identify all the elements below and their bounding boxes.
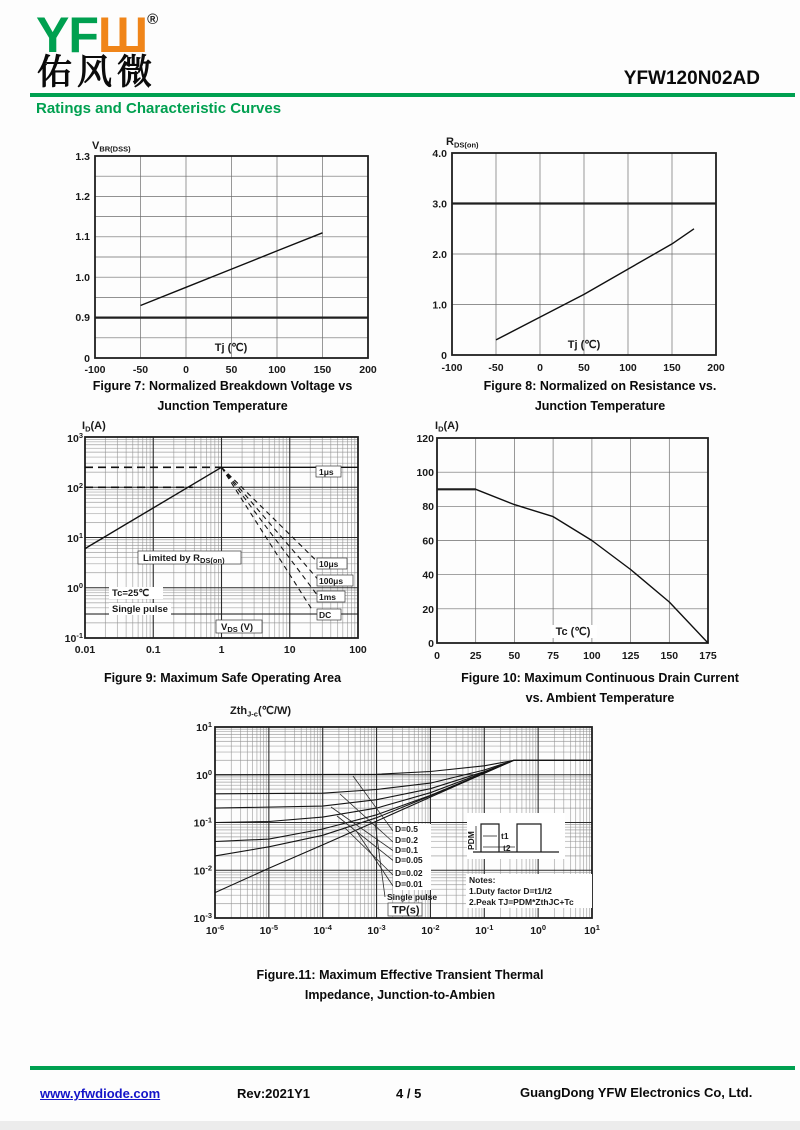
page-number: 4 / 5	[396, 1086, 422, 1101]
x-tick: 0	[434, 650, 440, 662]
x-tick: 50	[508, 650, 521, 662]
logo-yf-text: YF	[36, 7, 98, 63]
y-axis-label: $R_{DS(on)}$	[446, 136, 479, 150]
part-number: YFW120N02AD	[623, 68, 760, 89]
pulse-waveform-inset	[466, 813, 565, 859]
y-tick: $10^0$	[67, 581, 83, 595]
x-axis-label: TP(s)	[392, 904, 420, 917]
y-tick: 100	[416, 467, 434, 479]
y-axis-label: Zth$_{J-c}$(℃/W)	[230, 705, 292, 719]
y-tick: 80	[422, 501, 434, 513]
x-tick: $10^{-6}$	[205, 923, 225, 937]
x-axis-label: Tc (℃)	[555, 626, 591, 638]
y-tick: 0	[441, 350, 447, 362]
x-tick: $10^1$	[584, 923, 600, 937]
notes-line1: 1.Duty factor D=t1/t2	[469, 886, 552, 896]
x-tick: 200	[707, 362, 725, 374]
single-pulse-annotation: Single pulse	[112, 604, 168, 615]
y-tick: 1.1	[75, 231, 90, 243]
y-tick: 40	[422, 569, 434, 582]
curve-label-1ms: 1ms	[319, 592, 337, 602]
header-rule	[30, 93, 795, 97]
registered-trademark-icon: ®	[147, 11, 159, 28]
legend-d005: D=0.05	[395, 855, 423, 865]
x-tick: 150	[663, 362, 681, 374]
company-name: GuangDong YFW Electronics Co, Ltd.	[520, 1085, 753, 1100]
grid-lines	[95, 156, 368, 358]
y-tick: $10^1$	[67, 531, 83, 545]
figure8-caption: Figure 8: Normalized on Resistance vs. Junction Temperature	[483, 379, 717, 413]
x-tick: 125	[621, 650, 640, 662]
y-tick: 0	[84, 353, 90, 365]
legend-d002: D=0.02	[395, 868, 423, 878]
x-tick: 50	[578, 362, 590, 374]
y-tick: $10^1$	[196, 720, 212, 734]
revision-label: Rev:2021Y1	[237, 1086, 310, 1101]
x-tick: $10^{-2}$	[421, 923, 440, 937]
notes-line2: 2.Peak TJ=PDM*ZthJC+Tc	[469, 897, 574, 907]
tc-annotation: Tc=25℃	[112, 588, 150, 599]
website-link[interactable]: www.yfwdiode.com	[40, 1086, 161, 1101]
curve-label-1us: 1μs	[319, 467, 334, 477]
x-axis-label: Tj (℃)	[567, 339, 601, 351]
y-tick: 2.0	[432, 249, 447, 261]
y-axis-label: $I_D(A)$	[82, 420, 106, 434]
x-tick: 150	[660, 650, 679, 662]
page-title: Ratings and Characteristic Curves	[36, 100, 282, 117]
y-tick: $10^{-2}$	[193, 863, 212, 878]
x-tick: $10^{-5}$	[259, 923, 279, 937]
y-tick: 1.3	[75, 151, 90, 163]
notes-title: Notes:	[469, 875, 496, 885]
scan-edge	[0, 1121, 800, 1130]
figure7-caption: Figure 7: Normalized Breakdown Voltage vs Junction Temperature	[92, 379, 353, 413]
legend-single-pulse: Single pulse	[387, 892, 438, 902]
x-tick: 175	[699, 650, 717, 662]
x-tick: 150	[313, 364, 332, 376]
x-tick: 100	[583, 650, 601, 662]
x-axis-label: Tj (℃)	[214, 342, 248, 354]
inset-pdm-label: PDM	[466, 831, 476, 850]
inset-t1-label: t1	[501, 831, 509, 841]
x-tick: 1	[218, 644, 225, 656]
x-tick: $10^{-1}$	[475, 923, 494, 937]
y-tick: 0.9	[75, 312, 90, 324]
x-tick: 200	[359, 364, 377, 376]
x-tick: -50	[488, 362, 504, 374]
figure9-caption: Figure 9: Maximum Safe Operating Area	[103, 671, 342, 685]
inset-t2-label: t2	[503, 843, 511, 853]
y-tick: $10^3$	[67, 431, 83, 445]
y-tick: $10^0$	[196, 768, 212, 782]
y-tick: 20	[422, 603, 434, 616]
legend-d01: D=0.1	[395, 845, 418, 855]
x-tick: 50	[225, 364, 238, 376]
y-tick: $10^{-1}$	[193, 815, 212, 830]
x-tick: 100	[349, 644, 367, 656]
y-axis-label: $I_D(A)$	[435, 420, 459, 434]
x-tick: 0	[183, 364, 189, 376]
y-axis-label: $V_{BR(DSS)}$	[92, 140, 131, 154]
x-tick: 25	[469, 650, 482, 662]
x-tick: -100	[441, 362, 463, 374]
y-tick: 0	[428, 638, 434, 650]
x-tick: $10^0$	[530, 923, 547, 937]
y-tick: $10^2$	[67, 481, 83, 495]
legend-d001: D=0.01	[395, 879, 423, 889]
x-tick: -100	[84, 364, 106, 376]
x-tick: -50	[132, 364, 149, 376]
y-tick: 1.0	[432, 299, 447, 312]
x-tick: $10^{-3}$	[367, 923, 386, 937]
y-tick: 4.0	[432, 148, 447, 160]
grid-lines	[452, 153, 716, 355]
x-tick: 0.01	[74, 644, 96, 656]
curve-label-10us: 10μs	[319, 559, 339, 569]
x-tick: 0	[537, 362, 543, 374]
grid-lines	[437, 438, 708, 643]
y-tick: 60	[422, 535, 434, 548]
y-tick: $10^{-3}$	[193, 911, 212, 925]
y-tick: $10^{-1}$	[64, 631, 83, 645]
x-axis-label: $V_{DS}$ (V)	[221, 622, 254, 634]
x-tick: $10^{-4}$	[313, 923, 332, 937]
y-tick: 1.0	[75, 272, 90, 284]
y-tick: 3.0	[432, 198, 447, 211]
y-tick: 120	[416, 433, 434, 445]
footer-rule	[30, 1066, 795, 1070]
figure11-chart	[185, 700, 617, 948]
logo-w-glyph: Ш	[97, 7, 148, 63]
x-tick: 100	[268, 364, 286, 376]
curve-label-100us: 100μs	[319, 576, 344, 586]
figure10-caption: Figure 10: Maximum Continuous Drain Current vs. Ambient Temperature	[461, 671, 739, 705]
legend-d02: D=0.2	[395, 835, 418, 845]
figure8-chart	[420, 134, 780, 384]
notes-block	[466, 874, 592, 908]
x-tick: 0.1	[145, 644, 161, 656]
figure9-chart	[64, 420, 415, 672]
x-tick: 75	[547, 650, 559, 662]
y-tick: 1.2	[75, 191, 90, 203]
id-vs-tc-curve	[437, 489, 708, 643]
figure7-chart	[55, 138, 395, 386]
logo-chinese-name: 佑风微	[37, 53, 158, 92]
figure11-caption: Figure.11: Maximum Effective Transient Thermal Impedance, Junction-to-Ambien	[256, 968, 544, 1002]
figure10-chart	[416, 418, 785, 670]
x-tick: 10	[283, 644, 296, 656]
curve-label-dc: DC	[319, 610, 332, 620]
legend-d05: D=0.5	[395, 824, 418, 834]
rdson-curve	[496, 229, 694, 340]
limited-by-rdson-label: Limited by $R_{DS(on)}$	[143, 553, 225, 565]
x-tick: 100	[619, 362, 637, 374]
